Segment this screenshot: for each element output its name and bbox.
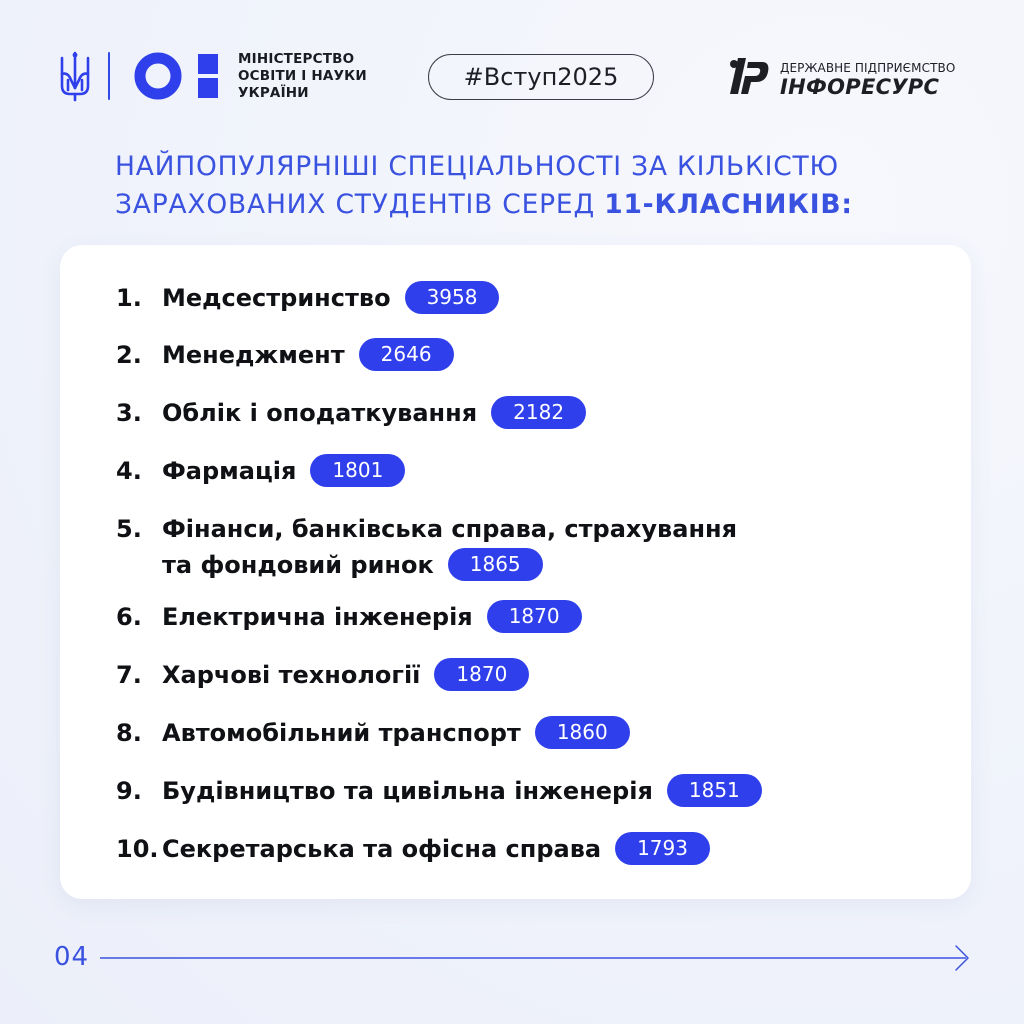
item-name bbox=[162, 599, 582, 635]
page-title bbox=[115, 148, 935, 224]
list-item bbox=[116, 657, 529, 693]
ministry-name-line: ОСВІТИ І НАУКИ bbox=[238, 68, 367, 84]
item-number: 3. bbox=[116, 399, 142, 427]
ministry-name-line: МІНІСТЕРСТВО bbox=[238, 51, 355, 67]
list-item bbox=[116, 511, 737, 583]
item-name bbox=[162, 337, 454, 373]
count-badge: 1801 bbox=[310, 454, 405, 487]
org-subtitle: ДЕРЖАВНЕ ПІДПРИЄМСТВО bbox=[780, 61, 956, 75]
item-name bbox=[162, 657, 529, 693]
item-number: 9. bbox=[116, 777, 142, 805]
title-line-2-regular: ЗАРАХОВАНИХ СТУДЕНТІВ СЕРЕД bbox=[115, 189, 605, 220]
item-name bbox=[162, 511, 737, 583]
inforesurs-brand bbox=[780, 61, 980, 99]
page-number: 04 bbox=[54, 942, 90, 972]
item-name bbox=[162, 395, 586, 431]
item-name-text: Облік і оподаткування bbox=[162, 399, 478, 427]
arrow-right-icon[interactable] bbox=[100, 943, 972, 973]
item-name-text: Електрична інженерія bbox=[162, 603, 473, 631]
item-name-line-2 bbox=[162, 547, 737, 583]
list-item bbox=[116, 337, 454, 373]
count-badge: 1865 bbox=[448, 548, 543, 581]
item-number: 8. bbox=[116, 719, 142, 747]
item-name-text: Менеджмент bbox=[162, 341, 345, 369]
item-name bbox=[162, 831, 710, 867]
count-badge: 1870 bbox=[487, 600, 582, 633]
item-name-text: Автомобільний транспорт bbox=[162, 719, 521, 747]
title-line-1: НАЙПОПУЛЯРНІШІ СПЕЦІАЛЬНОСТІ ЗА КІЛЬКІСТЮ bbox=[115, 151, 839, 182]
item-number: 2. bbox=[116, 341, 142, 369]
item-name bbox=[162, 453, 405, 489]
title-line-2 bbox=[115, 186, 935, 224]
trident-icon bbox=[58, 50, 92, 102]
item-name-text: Харчові технології bbox=[162, 661, 421, 689]
list-item bbox=[116, 395, 586, 431]
item-name bbox=[162, 280, 499, 316]
inforesurs-logo-icon bbox=[724, 54, 772, 100]
hashtag-button[interactable]: #Вступ2025 bbox=[428, 54, 654, 100]
item-name-text: Будівництво та цивільна інженерія bbox=[162, 777, 653, 805]
item-number: 10. bbox=[116, 835, 159, 863]
ministry-name-line: УКРАЇНИ bbox=[238, 85, 309, 101]
count-badge: 2182 bbox=[491, 396, 586, 429]
title-line-2-bold: 11-КЛАСНИКІВ: bbox=[604, 189, 853, 220]
org-name: ІНФОРЕСУРС bbox=[780, 75, 940, 99]
list-item bbox=[116, 599, 582, 635]
list-item bbox=[116, 453, 405, 489]
count-badge: 1860 bbox=[535, 716, 630, 749]
count-badge: 2646 bbox=[359, 338, 454, 371]
item-number: 1. bbox=[116, 284, 142, 312]
count-badge: 1870 bbox=[434, 658, 529, 691]
list-item bbox=[116, 831, 710, 867]
item-number: 6. bbox=[116, 603, 142, 631]
header bbox=[58, 48, 970, 108]
item-number: 4. bbox=[116, 457, 142, 485]
item-name-text: Секретарська та офісна справа bbox=[162, 835, 602, 863]
count-badge: 1851 bbox=[667, 774, 762, 807]
count-badge: 3958 bbox=[405, 281, 500, 314]
ranking-card bbox=[60, 245, 971, 899]
count-badge: 1793 bbox=[615, 832, 710, 865]
item-name-text: Фармація bbox=[162, 457, 297, 485]
item-number: 5. bbox=[116, 515, 142, 543]
item-name bbox=[162, 773, 762, 809]
header-divider bbox=[108, 52, 110, 100]
item-name-text: Медсестринство bbox=[162, 284, 391, 312]
list-item bbox=[116, 715, 630, 751]
mon-logo-icon bbox=[134, 52, 222, 100]
ministry-name bbox=[238, 51, 398, 102]
item-name-text: та фондовий ринок bbox=[162, 551, 434, 579]
list-item bbox=[116, 773, 762, 809]
list-item bbox=[116, 280, 499, 316]
item-number: 7. bbox=[116, 661, 142, 689]
item-name bbox=[162, 715, 630, 751]
item-name-line-1: Фінанси, банківська справа, страхування bbox=[162, 515, 738, 543]
